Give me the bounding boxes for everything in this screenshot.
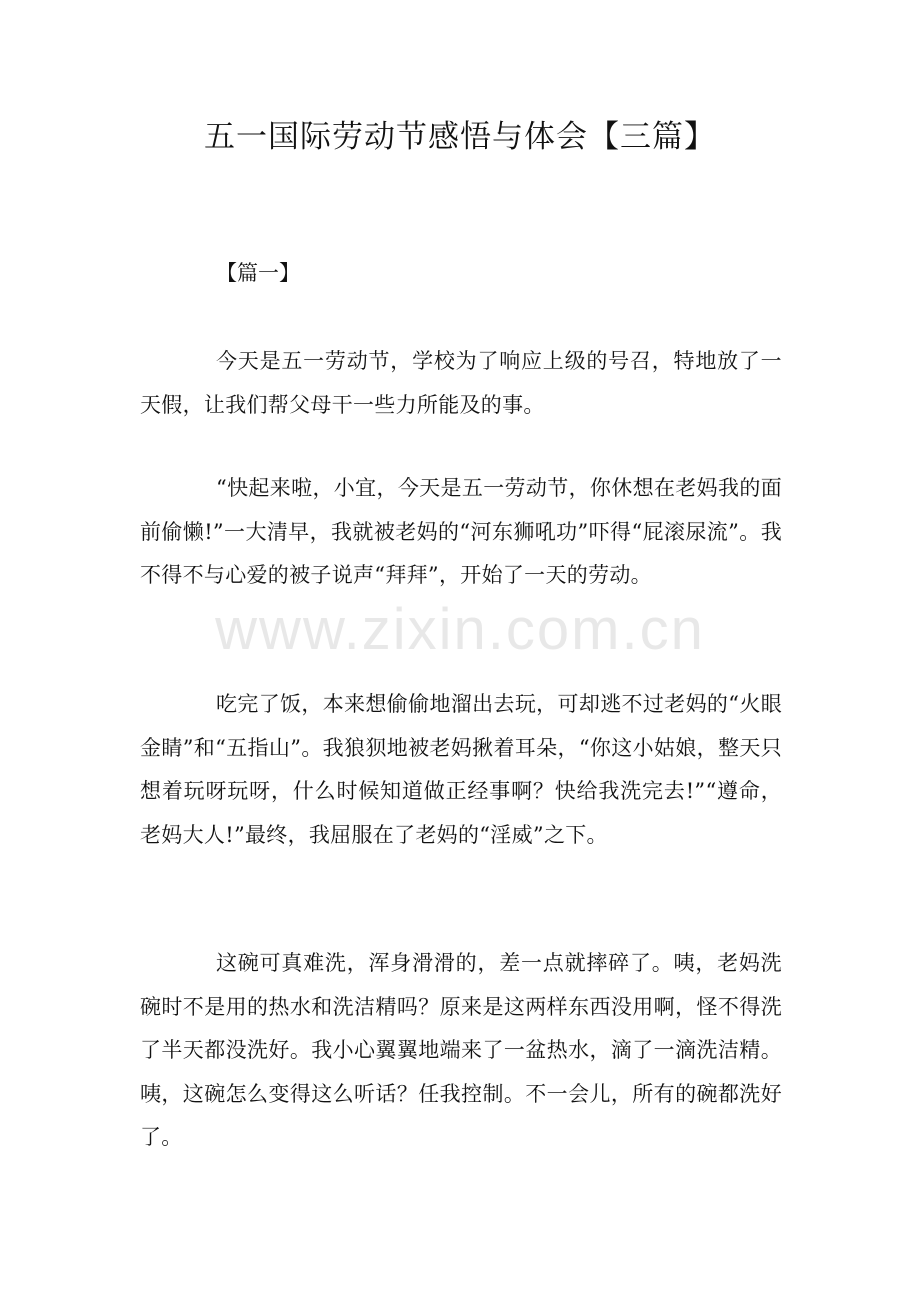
watermark: www.zixin.com.cn xyxy=(215,597,705,662)
paragraph-4: 这碗可真难洗，浑身滑滑的，差一点就摔碎了。咦，老妈洗碗时不是用的热水和洗洁精吗？原来是这两样东西没用啊，怪不得洗了半天都没洗好。我小心翼翼地端来了一盆热水，滴了一滴洗洁精。咦，这碗怎么变得这么听话？任我控制。不一会儿，所有的碗都洗好了。 xyxy=(140,951,782,1149)
paragraph-1: 今天是五一劳动节，学校为了响应上级的号召，特地放了一天假，让我们帮父母干一些力所能及的事。 xyxy=(140,349,782,417)
document-title: 五一国际劳动节感悟与体会【三篇】 xyxy=(204,119,716,155)
section-label: 【篇一】 xyxy=(216,261,300,285)
paragraph-3: 吃完了饭，本来想偷偷地溜出去玩，可却逃不过老妈的“火眼金睛”和“五指山”。我狼狈地被老妈揪着耳朵，“你这小姑娘，整天只想着玩呀玩呀，什么时候知道做正经事啊？快给我洗完去!”“遵命，老妈大人!”最终，我屈服在了老妈的“淫威”之下。 xyxy=(140,692,782,847)
paragraph-2: “快起来啦，小宜，今天是五一劳动节，你休想在老妈我的面前偷懒!”一大清早，我就被老妈的“河东狮吼功”吓得“屁滚尿流”。我不得不与心爱的被子说声“拜拜”，开始了一天的劳动。 xyxy=(140,476,782,587)
